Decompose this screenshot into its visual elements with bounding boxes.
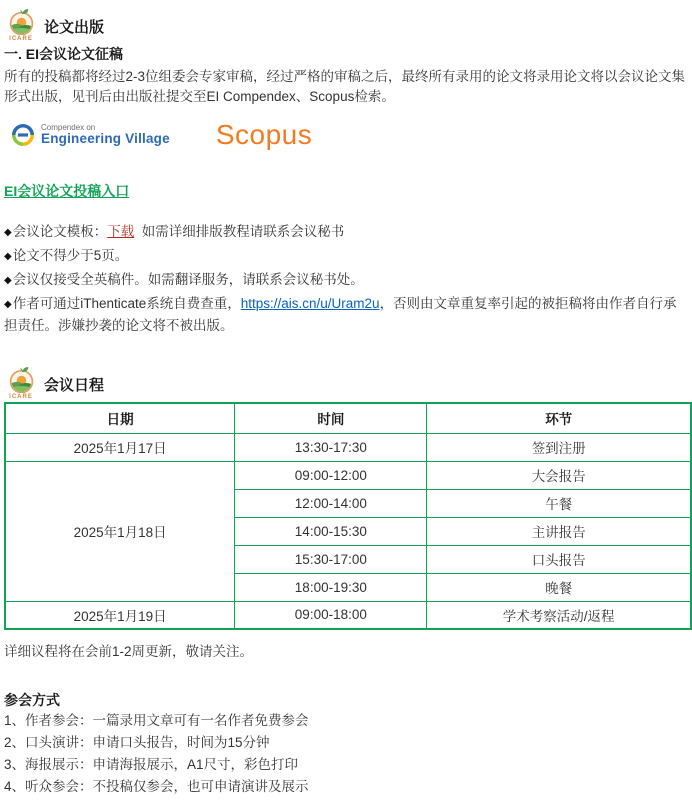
time-cell: 09:00-12:00 xyxy=(235,461,427,489)
icare-logo-label: ICARE xyxy=(9,394,33,400)
participation-list xyxy=(4,710,688,798)
agenda-update-note: 详细议程将在会前1-2周更新，敬请关注。 xyxy=(4,644,254,659)
diamond-bullet-icon: ◆ xyxy=(4,251,12,262)
icare-logo-icon xyxy=(8,8,35,35)
event-cell: 学术考察活动/返程 xyxy=(427,601,691,629)
table-row xyxy=(5,601,691,629)
icare-logo xyxy=(4,8,38,42)
time-column-header: 时间 xyxy=(235,403,427,433)
date-cell: 2025年1月17日 xyxy=(5,433,235,461)
list-item: 2、口头演讲：申请口头报告，时间为15分钟 xyxy=(4,735,270,750)
event-cell: 主讲报告 xyxy=(427,517,691,545)
time-cell: 12:00-14:00 xyxy=(235,489,427,517)
time-cell: 15:30-17:00 xyxy=(235,545,427,573)
date-cell: 2025年1月18日 xyxy=(5,461,235,601)
list-item xyxy=(4,221,688,243)
engineering-village-text: Engineering Village xyxy=(41,131,170,147)
list-item xyxy=(4,245,688,267)
schedule-section-header xyxy=(4,366,688,400)
engineering-village-wordmark xyxy=(41,124,170,147)
schedule-section-title: 会议日程 xyxy=(44,377,105,394)
diamond-bullet-icon: ◆ xyxy=(4,299,12,310)
table-row xyxy=(5,461,691,489)
engineering-village-icon xyxy=(10,122,36,148)
submission-notes-list xyxy=(4,221,688,336)
plagiarism-check-url-link[interactable]: https://ais.cn/u/Uram2u xyxy=(240,296,380,311)
table-row xyxy=(5,433,691,461)
event-cell: 大会报告 xyxy=(427,461,691,489)
table-header-row xyxy=(5,403,691,433)
icare-logo-icon xyxy=(8,366,35,393)
diamond-bullet-icon: ◆ xyxy=(4,275,12,286)
schedule-table-body xyxy=(5,433,691,629)
event-cell: 晚餐 xyxy=(427,573,691,601)
date-column-header: 日期 xyxy=(5,403,235,433)
icare-logo xyxy=(4,366,38,400)
time-cell: 18:00-19:30 xyxy=(235,573,427,601)
event-cell: 午餐 xyxy=(427,489,691,517)
template-note-post: 如需详细排版教程请联系会议秘书 xyxy=(134,224,345,239)
ithenticate-note-pre: 作者可通过iThenticate系统自费查重， xyxy=(12,296,241,311)
page-limit-note: 论文不得少于5页。 xyxy=(12,248,129,263)
ithenticate-note-post: ，否则由文章重复率引起的被拒稿将由作者自行承担责任。涉嫌抄袭的论文将不被出版。 xyxy=(4,296,677,333)
session-column-header: 环节 xyxy=(427,403,691,433)
schedule-table xyxy=(4,402,692,630)
call-for-papers-subtitle: 一. EI会议论文征稿 xyxy=(4,46,124,62)
template-note-pre: 会议论文模板： xyxy=(12,224,108,239)
list-item: 4、听众参会：不投稿仅参会，也可申请演讲及展示 xyxy=(4,779,309,794)
event-cell: 签到注册 xyxy=(427,433,691,461)
icare-logo-label: ICARE xyxy=(9,36,33,42)
compendex-on-text: Compendex on xyxy=(41,122,96,132)
list-item xyxy=(4,293,688,336)
date-cell: 2025年1月19日 xyxy=(5,601,235,629)
event-cell: 口头报告 xyxy=(427,545,691,573)
template-download-link[interactable]: 下载 xyxy=(107,224,135,239)
index-logos-row xyxy=(4,115,688,155)
review-policy-paragraph: 所有的投稿都将经过2-3位组委会专家审稿，经过严格的审稿之后，最终所有录用的论文将录用论文将以会议论文集形式出版，见刊后由出版社提交至EI Compendex、Scopus检索。 xyxy=(4,69,686,104)
publication-section-header xyxy=(4,8,688,42)
list-item: 1、作者参会：一篇录用文章可有一名作者免费参会 xyxy=(4,713,309,728)
scopus-logo: Scopus xyxy=(215,119,313,150)
publication-section-title: 论文出版 xyxy=(44,19,105,36)
ei-paper-submission-link[interactable]: EI会议论文投稿入口 xyxy=(4,183,130,199)
ei-compendex-logo xyxy=(10,122,170,148)
english-only-note: 会议仅接受全英稿件。如需翻译服务，请联系会议秘书处。 xyxy=(12,272,364,287)
diamond-bullet-icon: ◆ xyxy=(4,227,12,238)
time-cell: 14:00-15:30 xyxy=(235,517,427,545)
participation-title: 参会方式 xyxy=(4,692,60,708)
time-cell: 09:00-18:00 xyxy=(235,601,427,629)
list-item: 3、海报展示：申请海报展示，A1尺寸，彩色打印 xyxy=(4,757,299,772)
time-cell: 13:30-17:30 xyxy=(235,433,427,461)
list-item xyxy=(4,269,688,291)
